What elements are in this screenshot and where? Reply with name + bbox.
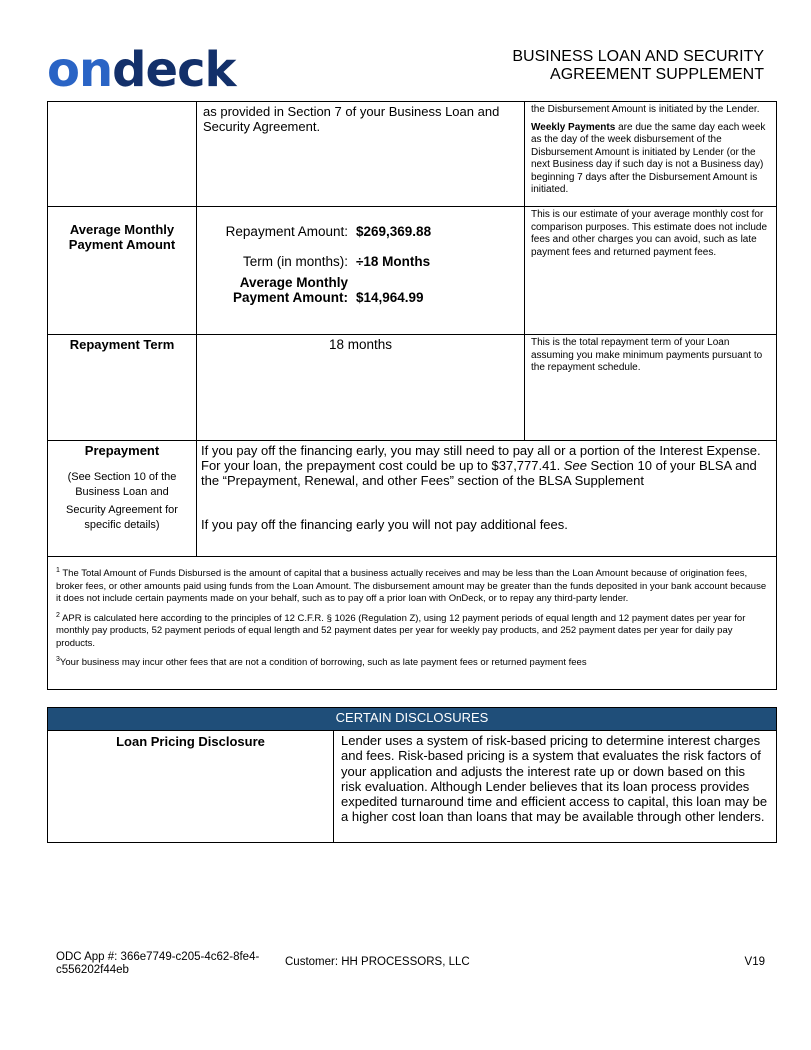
repayment-amount-label: Repayment Amount: <box>225 224 348 239</box>
logo-deck: deck <box>112 42 236 98</box>
disclosures-heading: CERTAIN DISCLOSURES <box>48 708 777 731</box>
avg-monthly-note: This is our estimate of your average monthly cost for comparison purposes. This estimate does not include fees and other charges you can avoid, such as late payment fees and returned payment fees. <box>525 207 777 335</box>
empty-cell <box>48 102 197 207</box>
prepayment-sub-note-2: Security Agreement for specific details) <box>66 504 178 531</box>
customer-name: Customer: HH PROCESSORS, LLC <box>285 956 470 968</box>
table-row <box>48 441 777 557</box>
term-value: ÷18 Months <box>356 254 431 269</box>
repayment-term-note: This is the total repayment term of your Loan assuming you make minimum payments pursuant to the repayment schedule. <box>525 335 777 441</box>
repayment-term-value: 18 months <box>197 335 525 441</box>
payment-timing-text: as provided in Section 7 of your Business Loan and Security Agreement. <box>197 102 525 207</box>
loan-pricing-text: Lender uses a system of risk-based pricing to determine interest charges and fees. Risk-based pricing is a system that evaluates the risk factors of your application and adjusts the interest rate up or down based on this risk evaluation. Although Lender believes that its loan process provides expedited turnaround time and efficient access to capital, this loan may be a higher cost loan than loans that may be available through other lenders. <box>334 731 777 843</box>
prepayment-label: Prepayment <box>84 443 160 458</box>
repayment-amount-value: $269,369.88 <box>356 224 432 239</box>
title-line-2: AGREEMENT SUPPLEMENT <box>550 66 764 83</box>
logo-on: on <box>47 42 113 98</box>
table-row <box>48 207 777 335</box>
app-number: ODC App #: 366e7749-c205-4c62-8fe4- c556202f44eb <box>56 951 260 976</box>
loan-pricing-label: Loan Pricing Disclosure <box>48 731 334 843</box>
document-title <box>512 48 764 84</box>
prepayment-text-1: If you pay off the financing early, you may still need to pay all or a portion of the Interest Expense. For your loan, the prepayment cost could be up to $37,777.41. See Section 10 of your BLSA and the “Prepayment, Renewal, and other Fees” section of the BLSA Supplement <box>201 443 761 488</box>
footnotes <box>48 557 777 690</box>
loan-terms-table <box>47 101 777 690</box>
weekly-payments-text: are due the same day each week as the day of the week disbursement of the Disbursement Amount is initiated by Lender (or the next Business day if such day is not a Business day) beginning 7 days after the Disbursement Amount is initiated. <box>531 121 766 195</box>
avg-payment-label: Average Monthly Payment Amount: <box>232 275 348 305</box>
avg-payment-value: $14,964.99 <box>356 290 424 305</box>
prepayment-label-cell <box>48 441 197 557</box>
weekly-payments-label: Weekly Payments <box>531 121 616 133</box>
prepayment-text-cell <box>197 441 777 557</box>
avg-monthly-calc <box>197 207 525 335</box>
version: V19 <box>744 956 765 968</box>
payment-timing-note <box>525 102 777 207</box>
repayment-amount-row <box>197 224 524 239</box>
table-row <box>48 557 777 690</box>
footnote-1: $^1$ The Total Amount of Funds Disbursed is the amount of capital that a business actually receives and may be less than the Loan Amount because of origination fees, broker fees, or other amounts paid using funds from the Loan Amount. The disbursement amount may be greater than the funds deposited in your bank account because it does not include certain payments made on your behalf, such as to pay off a prior loan with OnDeck, or to repay any third-party lender. <box>56 567 767 605</box>
footnote-3: $^3$Your business may incur other fees that are not a condition of borrowing, such as late payment fees or returned payment fees <box>56 656 587 669</box>
table-row <box>48 708 777 731</box>
disclosures-table <box>47 707 777 843</box>
avg-payment-row <box>197 275 524 305</box>
ondeck-logo <box>47 44 235 96</box>
prepayment-sub-note-1: (See Section 10 of the Business Loan and <box>67 471 177 498</box>
note-para-2 <box>531 122 770 197</box>
table-row <box>48 102 777 207</box>
note-para-1: the Disbursement Amount is initiated by the Lender. <box>531 104 760 115</box>
table-row <box>48 335 777 441</box>
term-label: Term (in months): <box>242 254 348 269</box>
avg-monthly-label: Average Monthly Payment Amount <box>48 207 197 335</box>
term-row <box>197 254 524 269</box>
title-line-1: BUSINESS LOAN AND SECURITY <box>512 48 764 65</box>
footnote-2: $^2$ APR is calculated here according to the principles of 12 C.F.R. § 1026 (Regulation Z), using 12 payment periods of equal length and 12 payment dates per year for monthly pay products, 52 payment periods of equal length and 52 payment dates per year for weekly pay products, and 252 payment dates per year for daily pay products. <box>56 611 746 649</box>
repayment-term-label: Repayment Term <box>48 335 197 441</box>
prepayment-text-2: If you pay off the financing early you will not pay additional fees. <box>201 517 568 532</box>
table-row <box>48 731 777 843</box>
